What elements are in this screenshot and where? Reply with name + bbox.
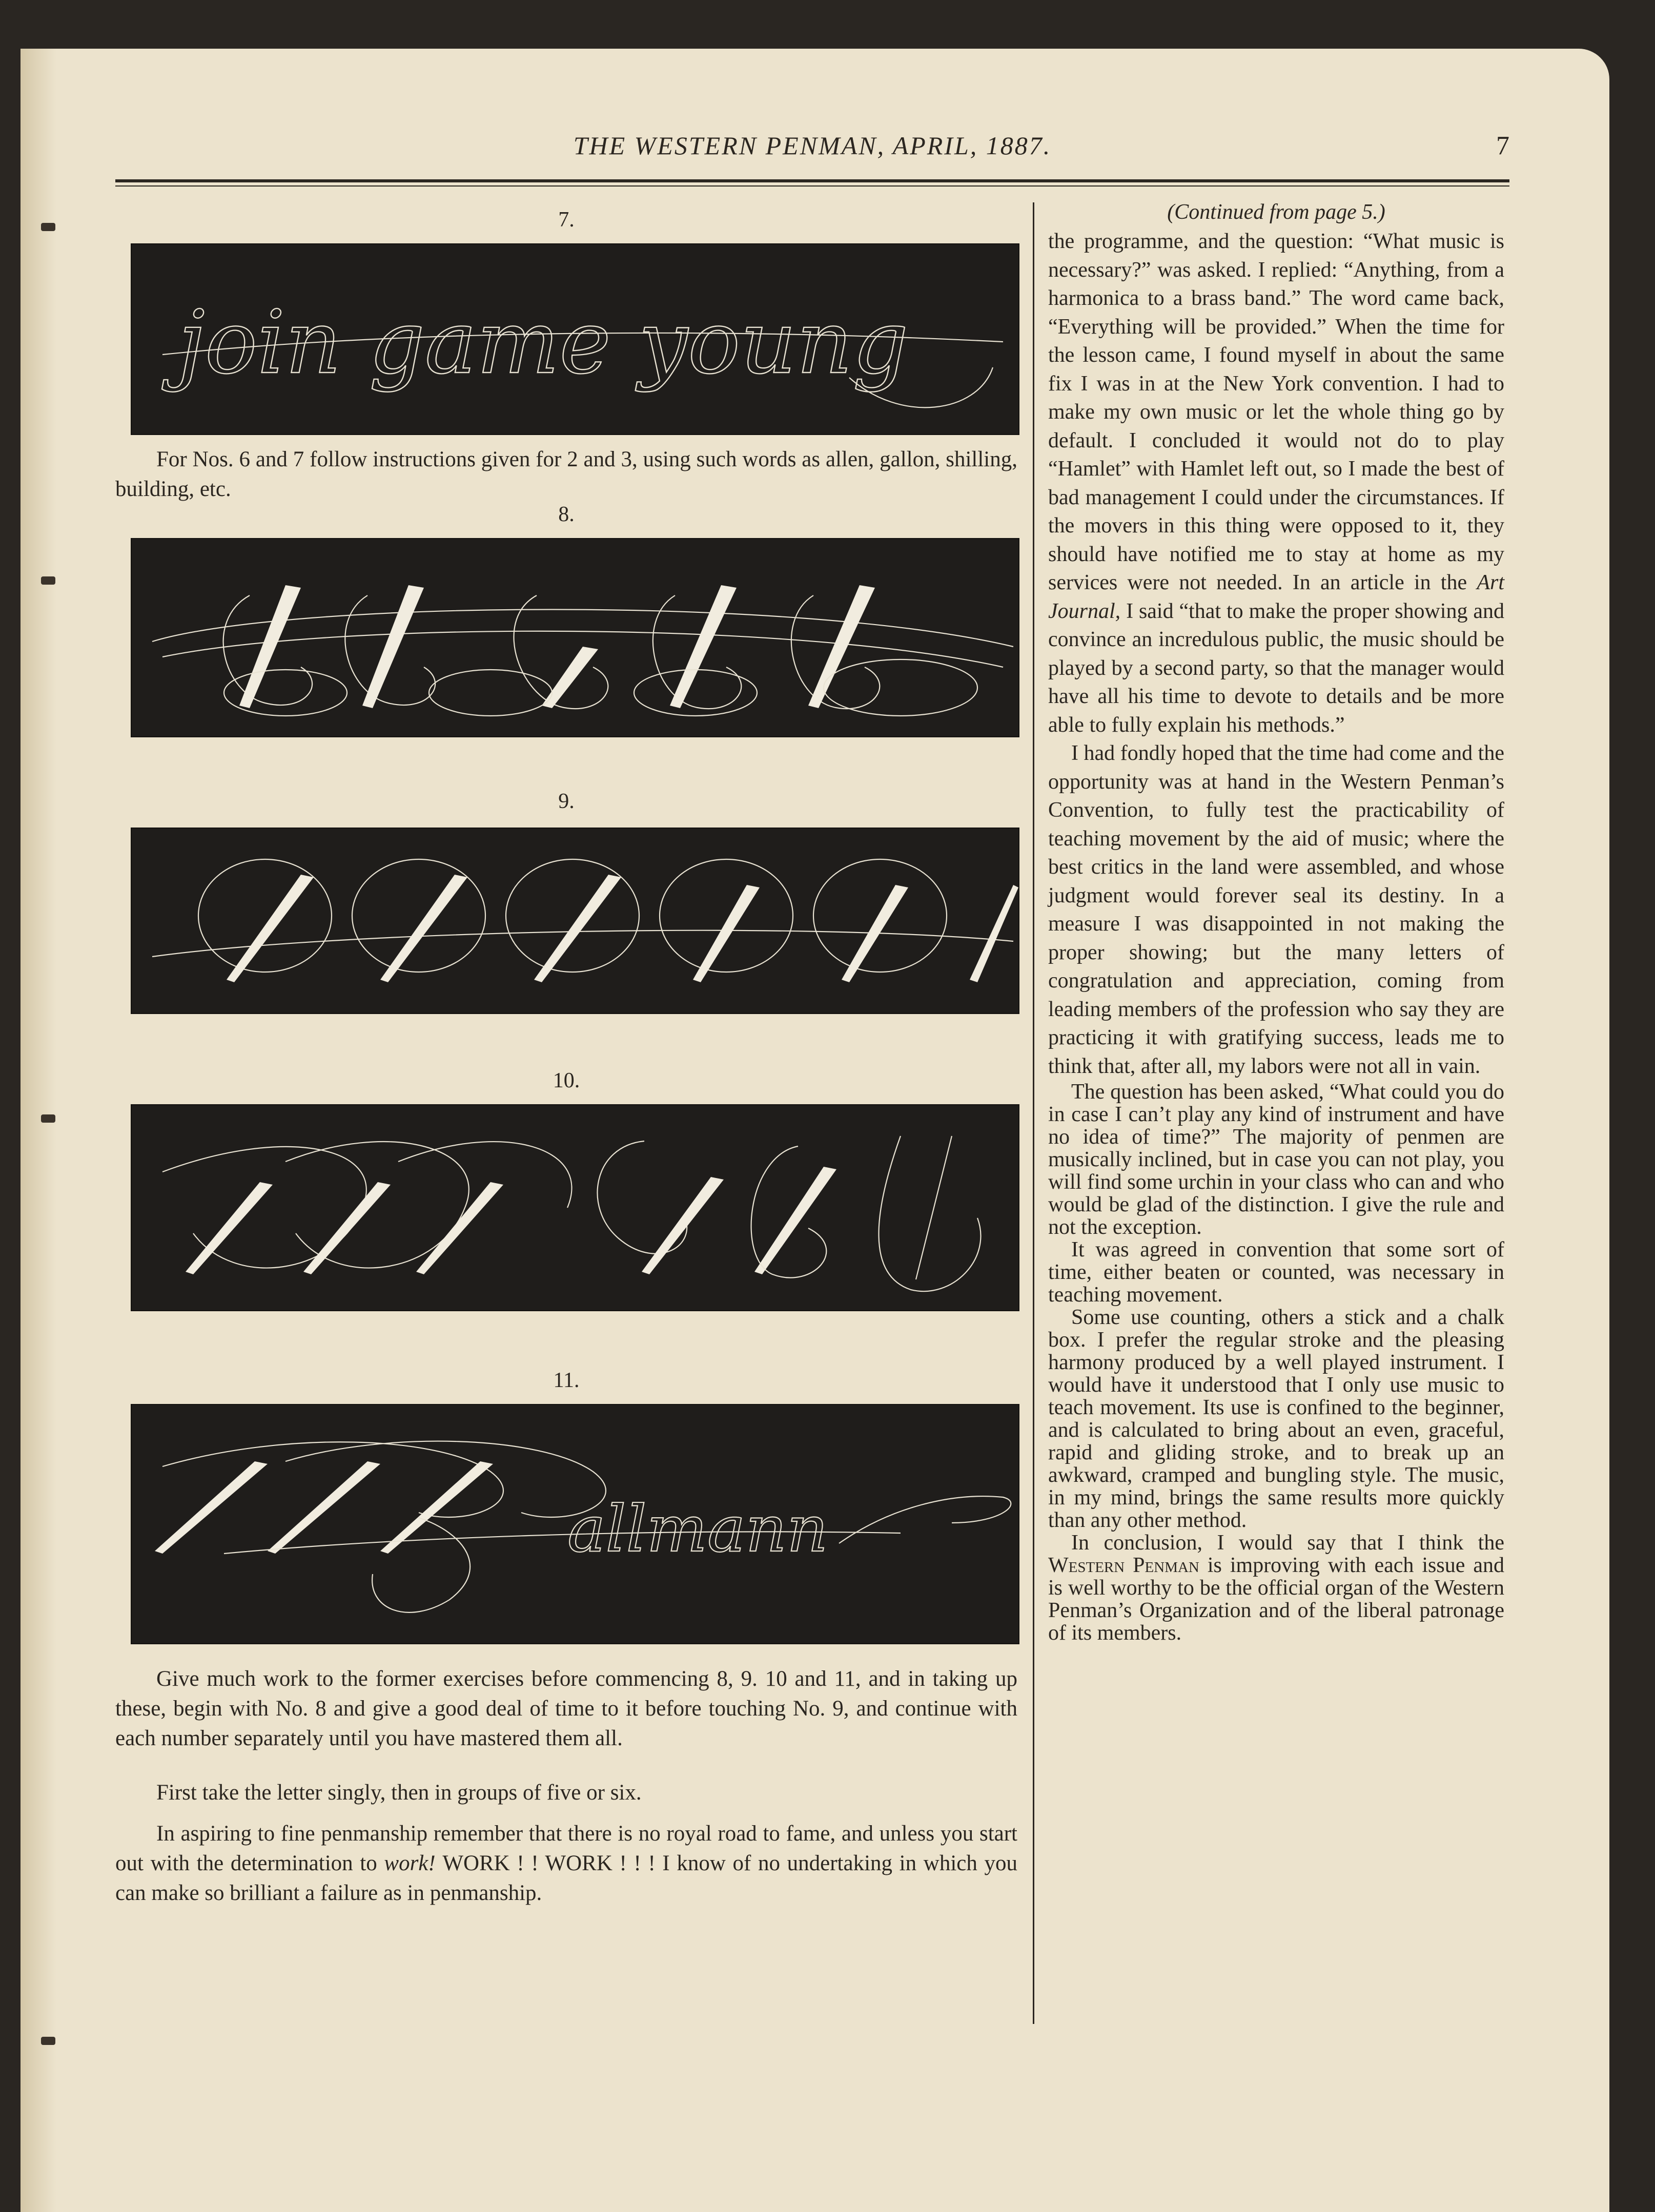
para-text: I said “that to make the proper showing and convince an incredulous public, the music should be played by a second party, so that the manager would have all his time to devote to details and be more able to fully explain his methods.” [1048, 599, 1505, 737]
header-rule [115, 179, 1509, 182]
instruction-paragraph: First take the letter singly, then in groups of five or six. [156, 1781, 642, 1805]
running-title: THE WESTERN PENMAN, APRIL, 1887. [573, 131, 1052, 160]
article-paragraph [1048, 1532, 1504, 1644]
figure-7-panel [131, 243, 1019, 435]
figure-caption: For Nos. 6 and 7 follow instructions given for 2 and 3, using such words as allen, gallon, shilling, building, etc. [115, 447, 1017, 501]
binding-staple [41, 223, 55, 231]
figure-number: 8. [558, 503, 575, 526]
page-gutter [21, 49, 56, 2212]
para-text: I know of no undertaking in which you can make so brilliant a failure as in penmanship. [115, 1851, 1017, 1905]
continued-note: (Continued from page 5.) [1167, 200, 1385, 224]
work-caps: WORK ! ! WORK ! ! ! [442, 1851, 663, 1875]
article-paragraph: I had fondly hoped that the time had come and the opportunity was at hand in the Western Penman’s Convention, to fully test the practicability of teaching movement by the aid of music; where the best critics in the land were assembled, and whose judgment would forever seal its destiny. In a measure I was disappointed in not making the proper showing; but the many letters of congratulation and appreciation, coming from leading members of the profession who say they are practicing it with gratifying success, leads me to think that, after all, my labors were not all in vain. [1048, 741, 1504, 1078]
article-paragraph [1048, 228, 1504, 739]
figure-10-panel [131, 1104, 1019, 1311]
para-text: In aspiring to fine penmanship remember that there is no royal road to fame, and unless you start out with the determination to [115, 1822, 1017, 1875]
script-specimen [132, 244, 1018, 434]
figure-number: 11. [553, 1369, 580, 1392]
right-column [1048, 200, 1504, 1644]
binding-staple [41, 1114, 55, 1123]
running-header [115, 131, 1509, 172]
script-specimen [132, 829, 1018, 1013]
instruction-paragraph: Give much work to the former exercises before commencing 8, 9. 10 and 11, and in taking up these, begin with No. 8 and give a good deal of time to it before touching No. 9, and continue with each number separately until you have mastered them all. [115, 1667, 1017, 1750]
binding-staple [41, 2037, 55, 2045]
figure-11-panel [131, 1404, 1019, 1644]
para-text: the programme, and the question: “What music is necessary?” was asked. I replied: “Anything, from a harmonica to a brass band.” The word came back, “Everything will be provided.” When the time for the lesson came, I found myself in about the same fix I was in at the New York convention. I had to make my own music or let the whole thing go by default. I concluded it would not do to play “Hamlet” with Hamlet left out, so I made the best of bad management I could under the circumstances. If the movers in this thing were opposed to it, they should have notified me to stay at home as my services were not needed. In an article in the [1048, 230, 1504, 594]
instruction-paragraph [115, 1819, 1017, 1908]
script-specimen [132, 539, 1018, 736]
figure-number: 7. [558, 208, 575, 232]
figure-number: 10. [553, 1069, 580, 1092]
script-word: join game young [178, 292, 909, 394]
figure-8-panel [131, 538, 1019, 737]
article-paragraph: The question has been asked, “What could you do in case I can’t play any kind of instrument and have no idea of time?” The majority of penmen are musically inclined, but in case you can not play, you will find some urchin in your class who can and who would be glad of the distinction. I give the rule and not the exception. [1048, 1080, 1504, 1239]
binding-staple [41, 576, 55, 585]
para-text: In conclusion, I would say that I think the [1071, 1531, 1504, 1555]
work-italic: work! [384, 1851, 436, 1875]
column-divider [1033, 202, 1034, 2024]
article-paragraph: Some use counting, others a stick and a chalk box. I prefer the regular stroke and the pleasing harmony produced by a well played instrument. I would have it understood that I only use music to teach movement. Its use is confined to the beginner, and is calculated to bring about an even, graceful, rapid and gliding stroke, and to break up an awkward, cramped and bungling style. The music, in my mind, brings the same results more quickly than any other method. [1048, 1306, 1504, 1532]
journal-title: Art Journal, [1048, 571, 1504, 623]
article-paragraph: It was agreed in convention that some sort of time, either beaten or counted, was necessary in teaching movement. [1048, 1238, 1504, 1307]
script-specimen [132, 1105, 1018, 1310]
script-word: allmann [567, 1492, 828, 1566]
figure-9-panel [131, 828, 1019, 1014]
figure-number: 9. [558, 790, 575, 813]
magazine-name: Western Penman [1048, 1554, 1199, 1577]
header-rule-thin [115, 185, 1509, 187]
page-number: 7 [1496, 131, 1509, 160]
script-specimen [132, 1405, 1018, 1643]
para-text: is improving with each issue and is well worthy to be the official organ of the Western Penman’s Organization and of the liberal patronage of its members. [1048, 1554, 1505, 1645]
